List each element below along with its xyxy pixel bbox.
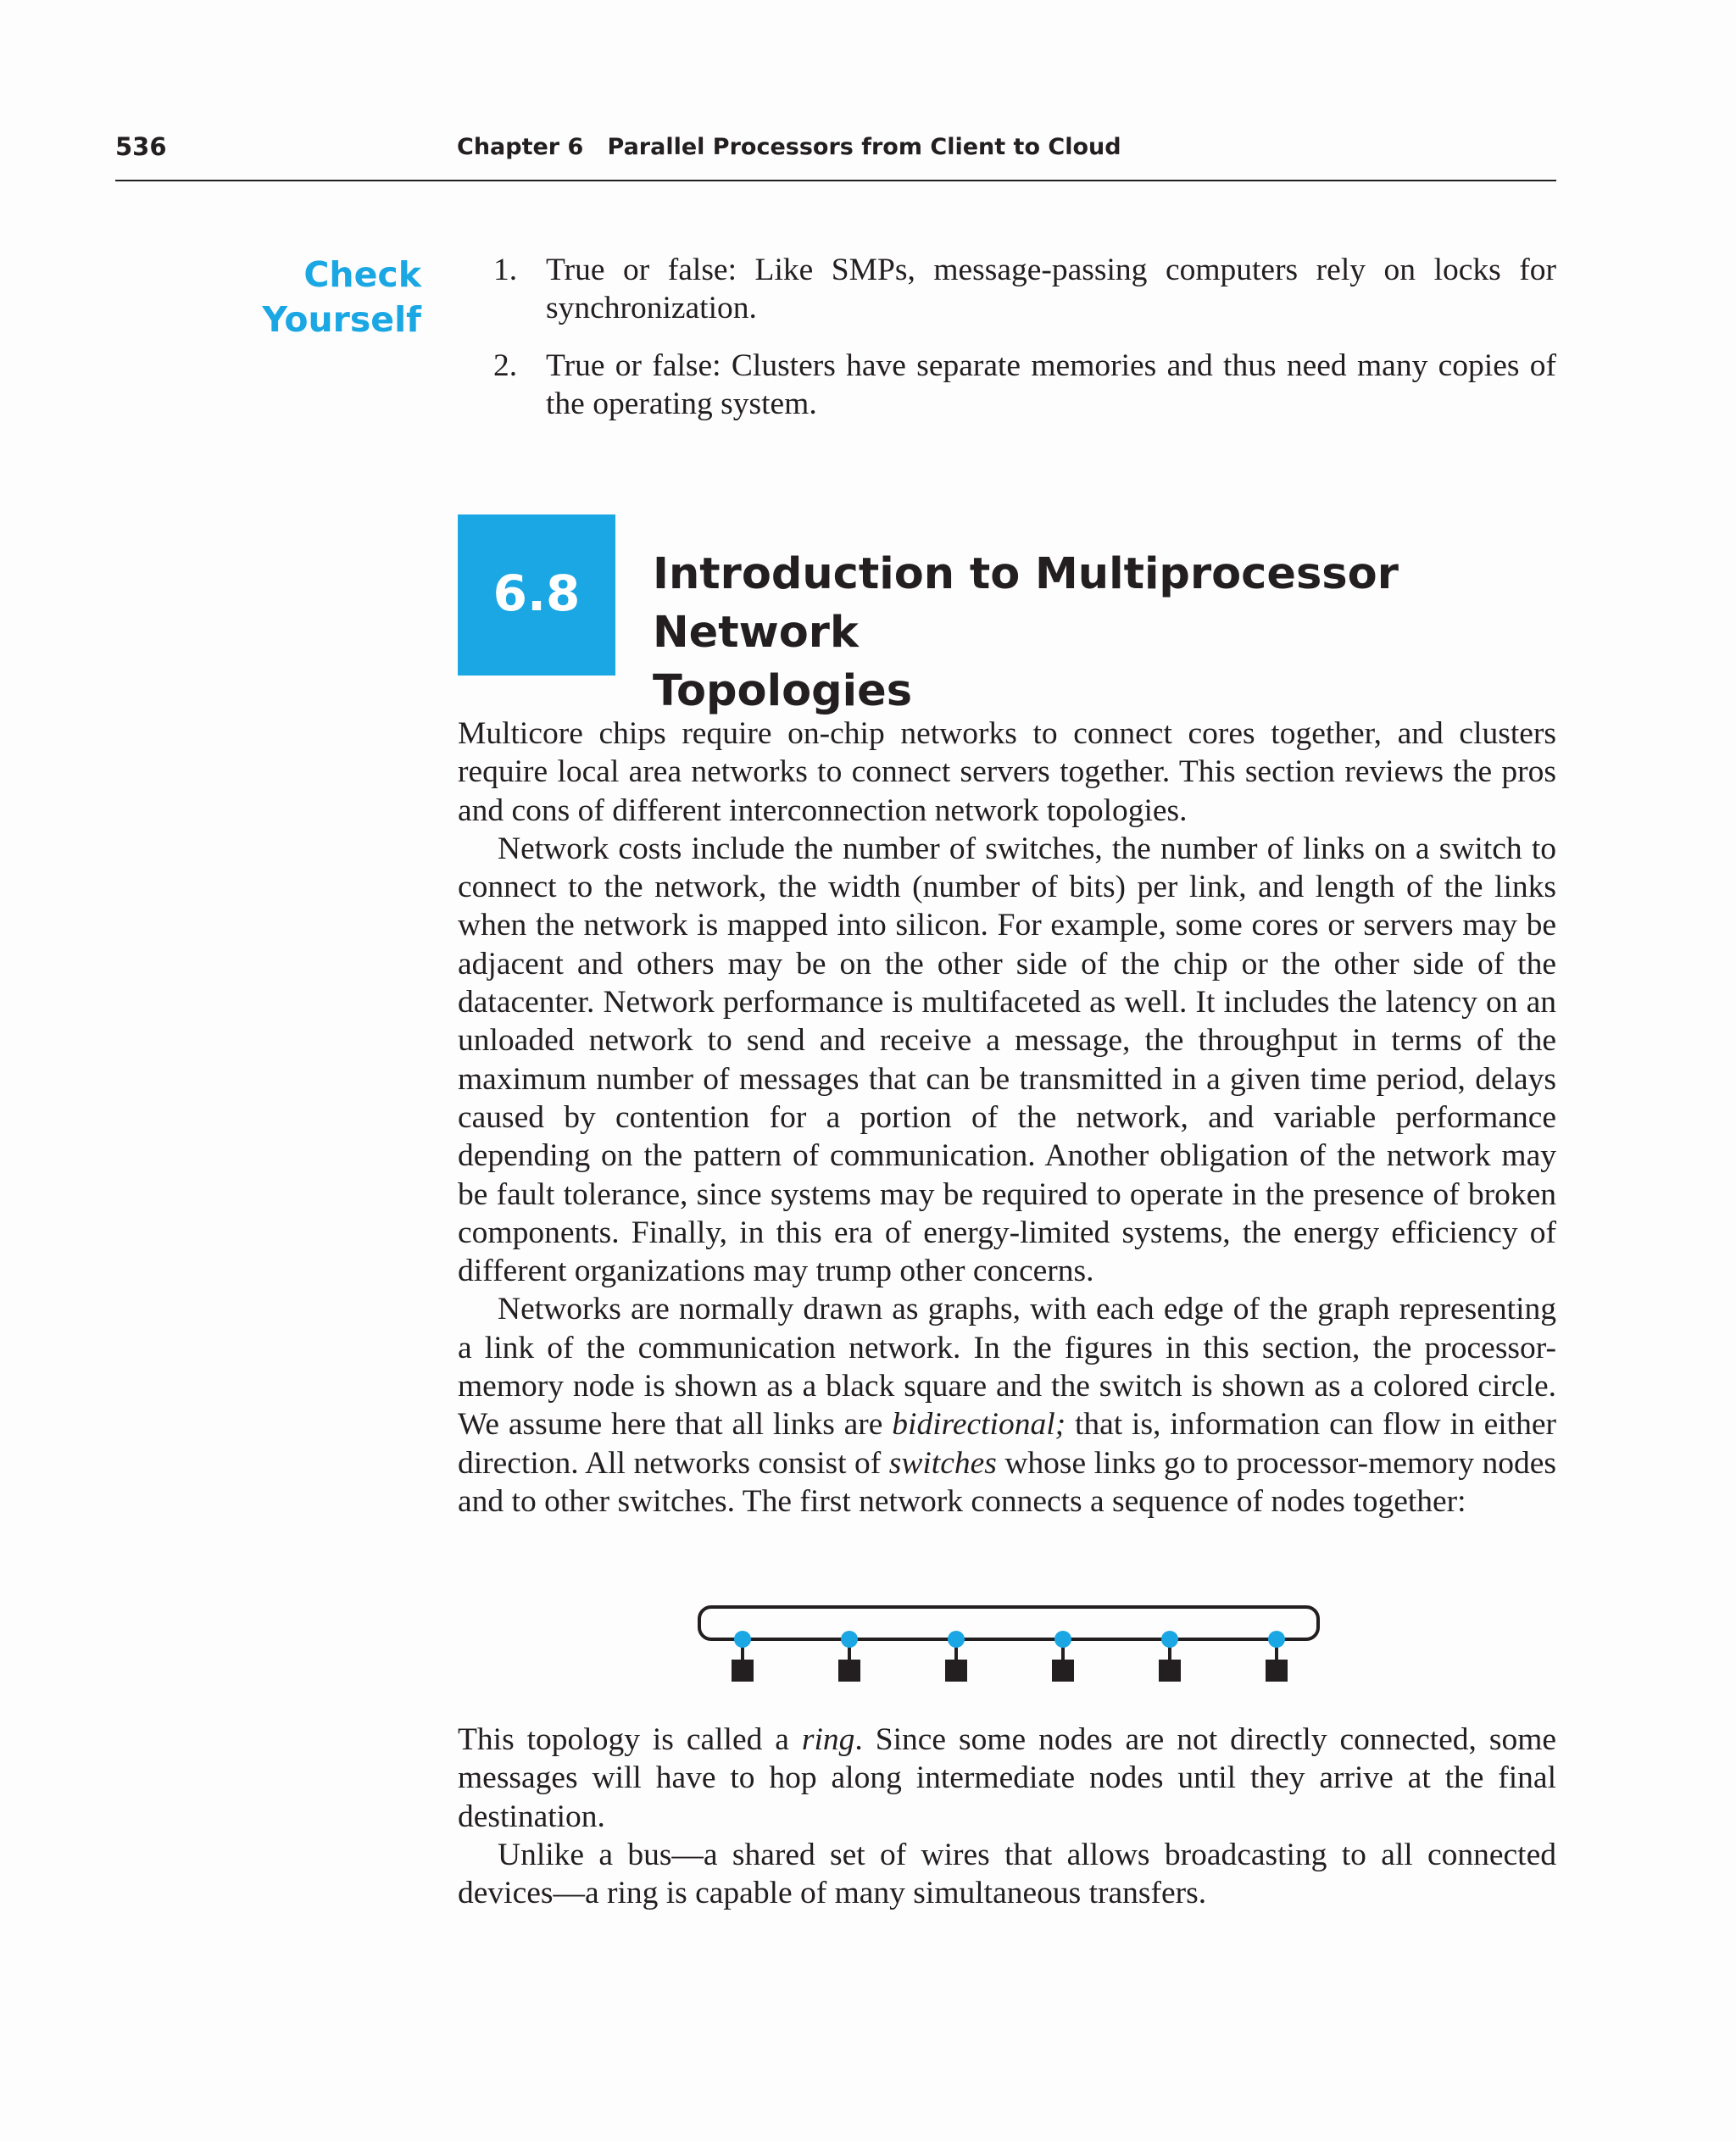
processor-memory-node: [838, 1660, 860, 1682]
switch: [734, 1631, 751, 1648]
switch: [841, 1631, 858, 1648]
processor-memory-node: [732, 1660, 754, 1682]
processor-memory-node: [1159, 1660, 1181, 1682]
ring-link: [699, 1607, 1318, 1639]
paragraph: Networks are normally drawn as graphs, with each edge of the graph representing a link of the communication network. In the figures in this section, the processor-memory node is shown as a black square and the switch is shown as a colored circle. We assume here that all links are bidirectional; that is, information can flow in either direction. All networks consist of switches whose links go to processor-memory nodes and to other switches. The first network connects a sequence of nodes together:: [458, 1292, 1556, 1519]
emphasis: ring: [801, 1722, 855, 1757]
check-label-line1: Check: [303, 254, 421, 295]
emphasis: bidirectional;: [892, 1407, 1066, 1443]
body-text: [458, 715, 1556, 1521]
paragraph: Unlike a bus—a shared set of wires that allows broadcasting to all connected devices—a ring is capable of many simultaneous transfers.: [458, 1837, 1556, 1911]
section-number: 6.8: [492, 564, 581, 622]
body-text-continued: [458, 1721, 1556, 1912]
section-title-line1: Introduction to Multiprocessor Network: [653, 549, 1399, 658]
processor-memory-node: [945, 1660, 967, 1682]
section-title: [653, 545, 1560, 720]
paragraph: This topology is called a ring. Since some nodes are not directly connected, some messages will have to hop along intermediate nodes until they arrive at the final destination.: [458, 1722, 1557, 1834]
question-item: [493, 347, 1556, 423]
check-yourself-questions: [493, 251, 1556, 442]
question-item: [493, 251, 1556, 327]
ring-topology-diagram: [687, 1593, 1331, 1687]
paragraph: Network costs include the number of switches, the number of links on a switch to connect to the network, the width (number of bits) per link, and length of the links when the network is mapped into silicon. For example, some cores or servers may be adjacent and others may be on the other side of the chip or the other side of the datacenter. Network performance is multifaceted as well. It includes the latency on an unloaded network to send and receive a message, the throughput in terms of the maximum number of messages that can be transmitted in a given time period, delays caused by contention for a portion of the network, and variable performance depending on the pattern of communication. Another obligation of the network may be fault tolerance, since systems may be required to operate in the presence of broken components. Finally, in this era of energy-limited systems, the energy efficiency of different organizations may trump other concerns.: [458, 831, 1556, 1289]
check-yourself-label: [262, 253, 421, 342]
header-rule: [115, 180, 1556, 181]
question-number: 2.: [493, 348, 518, 383]
emphasis: switches: [888, 1445, 997, 1481]
processor-memory-node: [1052, 1660, 1074, 1682]
check-label-line2: Yourself: [262, 299, 421, 340]
paragraph: Multicore chips require on-chip networks to connect cores together, and clusters require local area networks to connect servers together. This section reviews the pros and cons of different interconnection network topologies.: [458, 716, 1556, 828]
section-title-line2: Topologies: [653, 666, 913, 716]
question-text: True or false: Like SMPs, message-passing computers rely on locks for synchronization.: [546, 253, 1556, 325]
page-number: 536: [115, 132, 167, 161]
switch: [948, 1631, 965, 1648]
section-number-box: [458, 514, 615, 676]
switch: [1161, 1631, 1178, 1648]
switch: [1268, 1631, 1285, 1648]
question-text: True or false: Clusters have separate memories and thus need many copies of the operating system.: [546, 348, 1556, 421]
switch: [1054, 1631, 1071, 1648]
question-number: 1.: [493, 253, 518, 287]
processor-memory-node: [1266, 1660, 1288, 1682]
running-head: Chapter 6 Parallel Processors from Client to Cloud: [457, 134, 1121, 160]
